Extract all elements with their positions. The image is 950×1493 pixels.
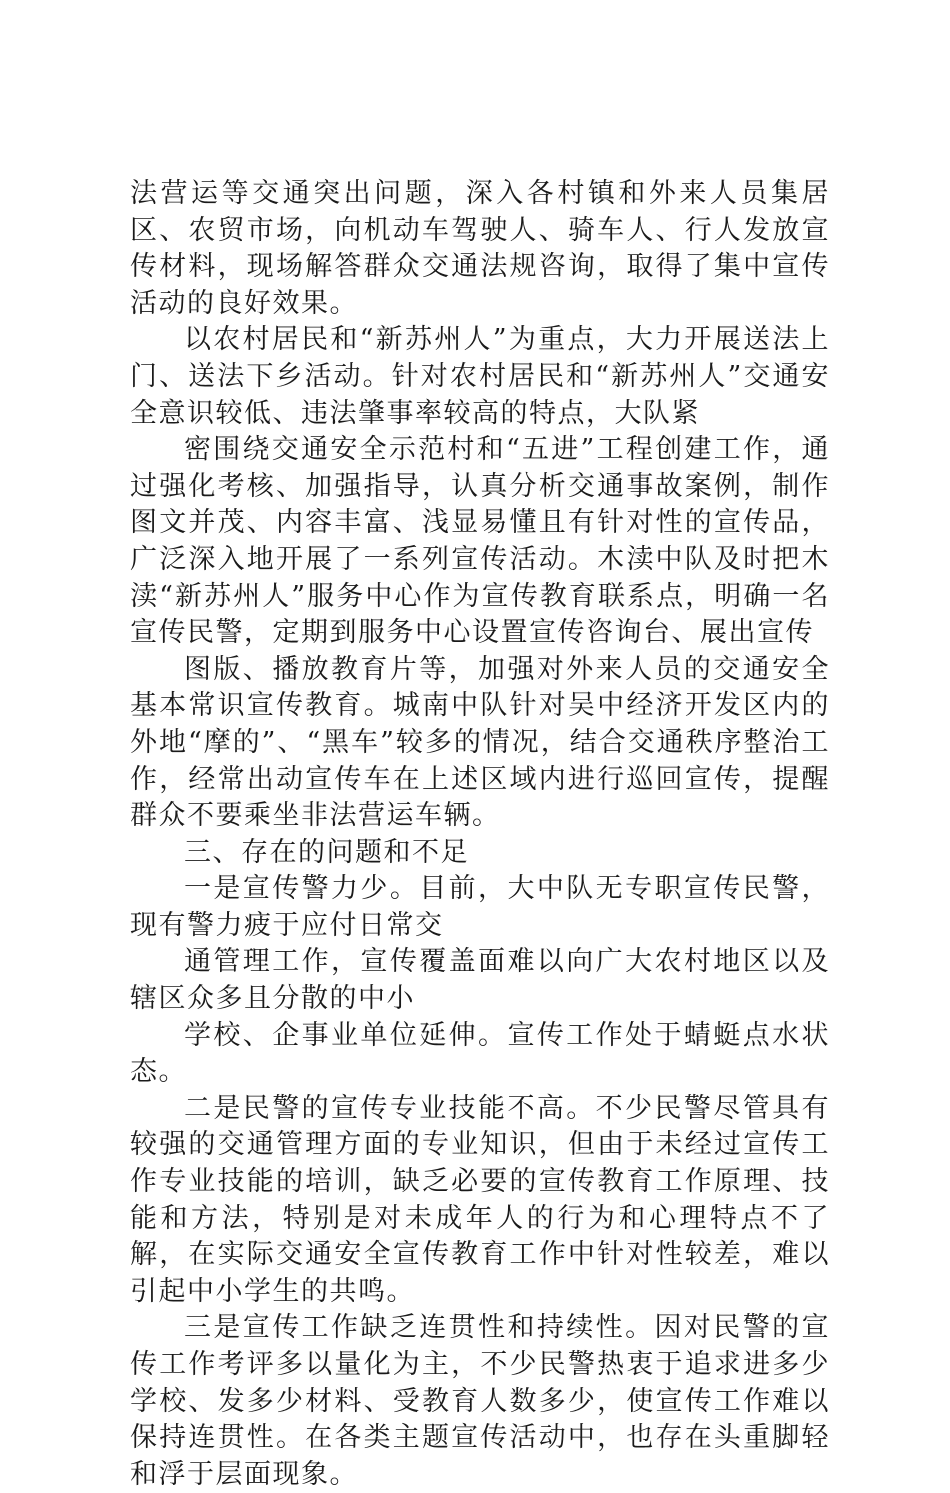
paragraph-problem-one-a: 一是宣传警力少。目前，大中队无专职宣传民警，现有警力疲于应付日常交	[130, 873, 830, 941]
paragraph-problem-two: 二是民警的宣传专业技能不高。不少民警尽管具有较强的交通管理方面的专业知识，但由于未经过宣传工作专业技能的培训，缺乏必要的宣传教育工作原理、技能和方法，特别是对未成年人的行为和心理特点不了解，在实际交通安全宣传教育工作中针对性较差，难以引起中小学生的共鸣。	[130, 1092, 830, 1307]
paragraph-continuation: 法营运等交通突出问题，深入各村镇和外来人员集居区、农贸市场，向机动车驾驶人、骑车人、行人发放宣传材料，现场解答群众交通法规咨询，取得了集中宣传活动的良好效果。	[130, 178, 830, 319]
paragraph-problem-one-c: 学校、企事业单位延伸。宣传工作处于蜻蜓点水状态。	[130, 1019, 830, 1088]
document-body	[130, 176, 830, 1493]
paragraph-demonstration-village: 密围绕交通安全示范村和“五进”工程创建工作，通过强化考核、加强指导，认真分析交通事故案例，制作图文并茂、内容丰富、浅显易懂且有针对性的宣传品，广泛深入地开展了一系列宣传活动。木渎中队及时把木渎“新苏州人”服务中心作为宣传教育联系点，明确一名宣传民警，定期到服务中心设置宣传咨询台、展出宣传	[130, 434, 830, 649]
paragraph-problem-one-b: 通管理工作，宣传覆盖面难以向广大农村地区以及辖区众多且分散的中小	[130, 946, 830, 1015]
paragraph-rural-residents: 以农村居民和“新苏州人”为重点，大力开展送法上门、送法下乡活动。针对农村居民和“新苏州人”交通安全意识较低、违法肇事率较高的特点，大队紧	[130, 324, 830, 429]
section-heading-problems: 三、存在的问题和不足	[184, 836, 469, 868]
paragraph-outsider-education: 图版、播放教育片等，加强对外来人员的交通安全基本常识宣传教育。城南中队针对吴中经济开发区内的外地“摩的”、“黑车”较多的情况，结合交通秩序整治工作，经常出动宣传车在上述区域内进行巡回宣传，提醒群众不要乘坐非法营运车辆。	[130, 653, 830, 832]
paragraph-problem-three: 三是宣传工作缺乏连贯性和持续性。因对民警的宣传工作考评多以量化为主，不少民警热衷于追求进多少学校、发多少材料、受教育人数多少，使宣传工作难以保持连贯性。在各类主题宣传活动中，也存在头重脚轻和浮于层面现象。	[130, 1312, 830, 1490]
